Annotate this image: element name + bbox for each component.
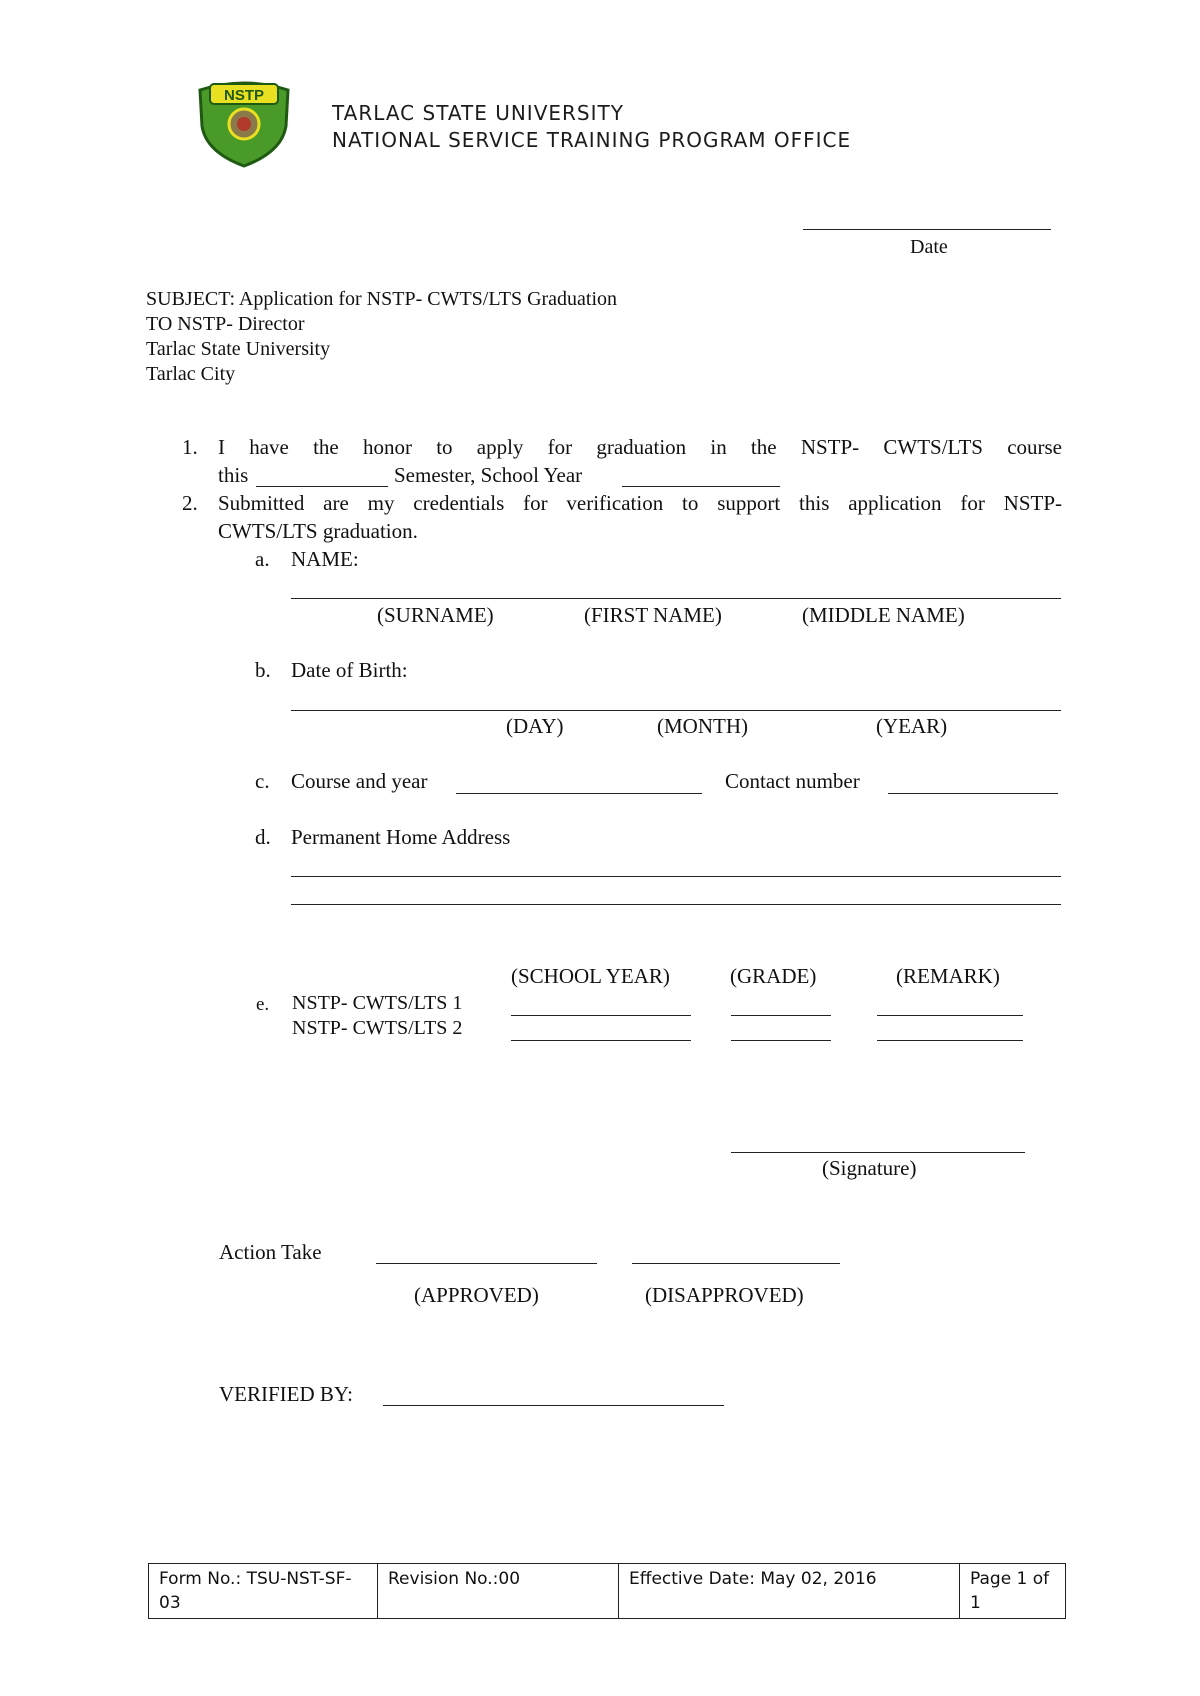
cwts-1-remark-field[interactable]: [877, 1015, 1023, 1016]
year-caption: (YEAR): [876, 714, 948, 738]
birth-date-field[interactable]: [291, 710, 1061, 711]
day-caption: (DAY): [506, 714, 564, 738]
course-year-field[interactable]: [456, 793, 702, 794]
cwts-2-school-year-field[interactable]: [511, 1040, 691, 1041]
disapproved-caption: (DISAPPROVED): [645, 1283, 804, 1307]
verified-by-label: VERIFIED BY:: [219, 1382, 353, 1406]
course-year-label: Course and year: [291, 769, 428, 793]
approved-field[interactable]: [376, 1263, 597, 1264]
school-year-field[interactable]: [622, 486, 780, 487]
city-line: Tarlac City: [146, 363, 236, 385]
recipient-line: TO NSTP- Director: [146, 313, 305, 335]
logo-text: NSTP: [223, 87, 265, 104]
school-year-column-header: (SCHOOL YEAR): [511, 964, 670, 988]
action-label: Action Take: [219, 1240, 322, 1264]
contact-number-label: Contact number: [725, 769, 860, 793]
item-1-semester-text: Semester, School Year: [394, 463, 583, 487]
contact-number-field[interactable]: [888, 793, 1058, 794]
grade-column-header: (GRADE): [730, 964, 817, 988]
remark-column-header: (REMARK): [896, 964, 1000, 988]
approved-caption: (APPROVED): [414, 1283, 539, 1307]
form-footer-table: [148, 1563, 1066, 1619]
field-a-letter: a.: [255, 547, 270, 571]
home-address-label: Permanent Home Address: [291, 825, 511, 849]
middle-name-caption: (MIDDLE NAME): [802, 603, 965, 627]
effective-date-cell: Effective Date: May 02, 2016: [619, 1564, 960, 1619]
form-number-cell: Form No.: TSU-NST-SF-03: [149, 1564, 378, 1619]
signature-field[interactable]: [731, 1152, 1025, 1153]
name-label: NAME:: [291, 547, 359, 571]
revision-number-cell: Revision No.:00: [378, 1564, 619, 1619]
item-1-number: 1.: [182, 435, 198, 459]
nstp-logo: [196, 80, 292, 168]
semester-field[interactable]: [256, 486, 388, 487]
home-address-field-2[interactable]: [291, 904, 1061, 905]
item-2-number: 2.: [182, 491, 198, 515]
surname-caption: (SURNAME): [377, 603, 494, 627]
university-name: TARLAC STATE UNIVERSITY: [332, 101, 624, 125]
subject-line: SUBJECT: Application for NSTP- CWTS/LTS Graduation: [146, 288, 618, 310]
verified-by-field[interactable]: [383, 1405, 724, 1406]
item-2-text: Submitted are my credentials for verification to support this application for NSTP-: [218, 491, 1062, 515]
signature-caption: (Signature): [822, 1156, 917, 1180]
field-d-letter: d.: [255, 825, 271, 849]
disapproved-field[interactable]: [632, 1263, 840, 1264]
cwts-1-school-year-field[interactable]: [511, 1015, 691, 1016]
item-2-text-cont: CWTS/LTS graduation.: [218, 519, 418, 543]
office-name: NATIONAL SERVICE TRAINING PROGRAM OFFICE: [332, 128, 852, 152]
cwts-1-label: NSTP- CWTS/LTS 1: [292, 992, 463, 1014]
cwts-2-label: NSTP- CWTS/LTS 2: [292, 1017, 463, 1039]
page-number-cell: Page 1 of 1: [960, 1564, 1066, 1619]
field-e-letter: e.: [256, 994, 270, 1015]
cwts-2-remark-field[interactable]: [877, 1040, 1023, 1041]
birth-date-label: Date of Birth:: [291, 658, 408, 682]
date-label: Date: [910, 236, 948, 258]
item-1-text: I have the honor to apply for graduation in the NSTP- CWTS/LTS course: [218, 435, 1062, 459]
month-caption: (MONTH): [657, 714, 748, 738]
first-name-caption: (FIRST NAME): [584, 603, 722, 627]
cwts-2-grade-field[interactable]: [731, 1040, 831, 1041]
name-field[interactable]: [291, 598, 1061, 599]
date-field[interactable]: [803, 229, 1051, 230]
home-address-field-1[interactable]: [291, 876, 1061, 877]
university-line: Tarlac State University: [146, 338, 331, 360]
field-c-letter: c.: [255, 769, 270, 793]
cwts-1-grade-field[interactable]: [731, 1015, 831, 1016]
item-1-this: this: [218, 463, 249, 487]
field-b-letter: b.: [255, 658, 271, 682]
